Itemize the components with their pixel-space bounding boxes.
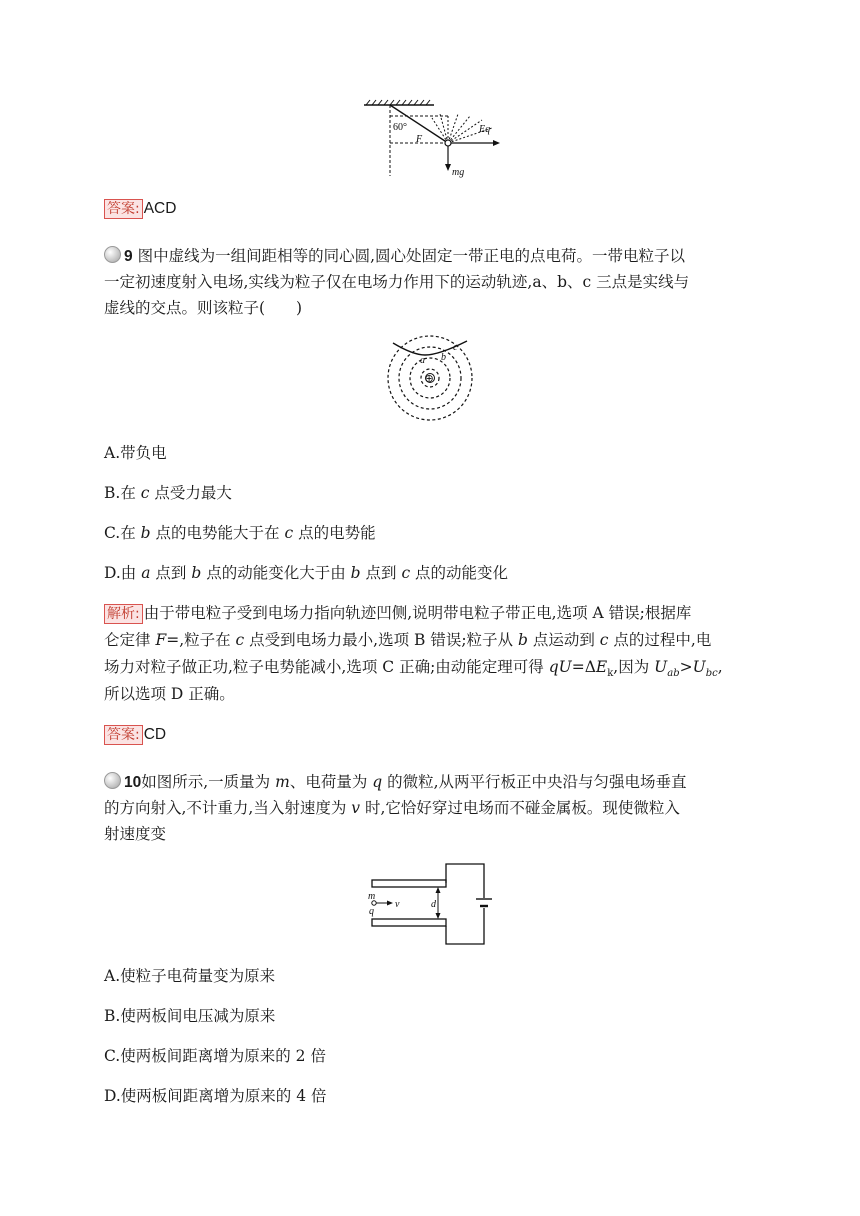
q9-answer-line xyxy=(104,721,166,748)
q9-option-b: B.在 c 点受力最大 xyxy=(104,484,232,502)
q10-fig-m: m xyxy=(368,891,376,902)
fig8-angle: 60° xyxy=(393,122,407,133)
q9-option-d: D.由 a 点到 b 点的动能变化大于由 b 点到 c 点的动能变化 xyxy=(104,564,509,582)
q10-parallel-plate-diagram xyxy=(366,862,492,948)
q9-number: 9 xyxy=(124,248,133,265)
q9-fig-c: c xyxy=(453,342,458,353)
q9-fig-b: b xyxy=(441,352,446,363)
q9-option-c: C.在 b 点的电势能大于在 c 点的电势能 xyxy=(104,524,376,542)
q9-fig-center: ⊕ xyxy=(424,373,434,385)
q10-fig-q: q xyxy=(369,906,374,917)
q10-stem-line-1: 10如图所示,一质量为 m、电荷量为 q 的微粒,从两平行板正中央沿与匀强电场垂直 xyxy=(104,769,687,796)
q9-stem-line-3: 虚线的交点。则该粒子( ) xyxy=(104,299,303,317)
q10-option-b: B.使两板间电压减为原来 xyxy=(104,1007,276,1025)
answer-tag: 答案: xyxy=(104,725,143,745)
fig8-eq-label: Eq xyxy=(479,124,491,135)
q10-option-a: A.使粒子电荷量变为原来 xyxy=(104,967,276,985)
q9-stem-line-1 xyxy=(104,243,685,270)
q9-concentric-circles-diagram xyxy=(383,333,479,423)
q9-fig-a: a xyxy=(420,355,425,366)
q9-option-a: A.带负电 xyxy=(104,444,167,462)
q10-fig-d: d xyxy=(431,899,436,910)
q9-analysis-line-4: 所以选项 D 正确。 xyxy=(104,685,235,703)
q9-stem-text-1: 图中虚线为一组间距相等的同心圆,圆心处固定一带正电的点电荷。一带电粒子以 xyxy=(137,247,685,265)
q9-answer: CD xyxy=(143,726,167,743)
q10-option-c: C.使两板间距离增为原来的 2 倍 xyxy=(104,1047,326,1065)
q10-stem-line-2: 的方向射入,不计重力,当入射速度为 v 时,它恰好穿过电场而不碰金属板。现使微粒入 xyxy=(104,799,680,817)
q10-option-d: D.使两板间距离增为原来的 4 倍 xyxy=(104,1087,327,1105)
analysis-tag: 解析: xyxy=(104,604,143,624)
q8-answer-line xyxy=(104,195,176,222)
q9-analysis-line-1: 解析: 由于带电粒子受到电场力指向轨迹凹侧,说明带电粒子带正电,选项 A 错误;根据库 xyxy=(104,600,691,626)
question-bullet-icon xyxy=(104,772,121,789)
answer-tag: 答案: xyxy=(104,199,143,219)
q10-fig-v: v xyxy=(395,899,400,910)
question-bullet-icon xyxy=(104,246,121,263)
q9-analysis-line-3: 场力对粒子做正功,粒子电势能减小,选项 C 正确;由动能定理可得 $qU=\Delta E_k$,因为 $U_{ab}>U_{bc}$, xyxy=(104,658,723,680)
q10-number: 10 xyxy=(124,774,142,791)
q10-stem-line-3: 射速度变 xyxy=(104,825,167,843)
q8-force-diagram xyxy=(360,96,510,178)
q9-stem-line-2: 一定初速度射入电场,实线为粒子仅在电场力作用下的运动轨迹,a、b、c 三点是实线与 xyxy=(104,273,690,291)
fig8-f-label: F xyxy=(416,134,423,145)
fig8-mg-label: mg xyxy=(452,167,465,178)
q8-answer: ACD xyxy=(143,200,177,217)
q9-analysis-line-2: 仑定律 F=,粒子在 c 点受到电场力最小,选项 B 错误;粒子从 b 点运动到 c 点的过程中,电 xyxy=(104,631,712,649)
